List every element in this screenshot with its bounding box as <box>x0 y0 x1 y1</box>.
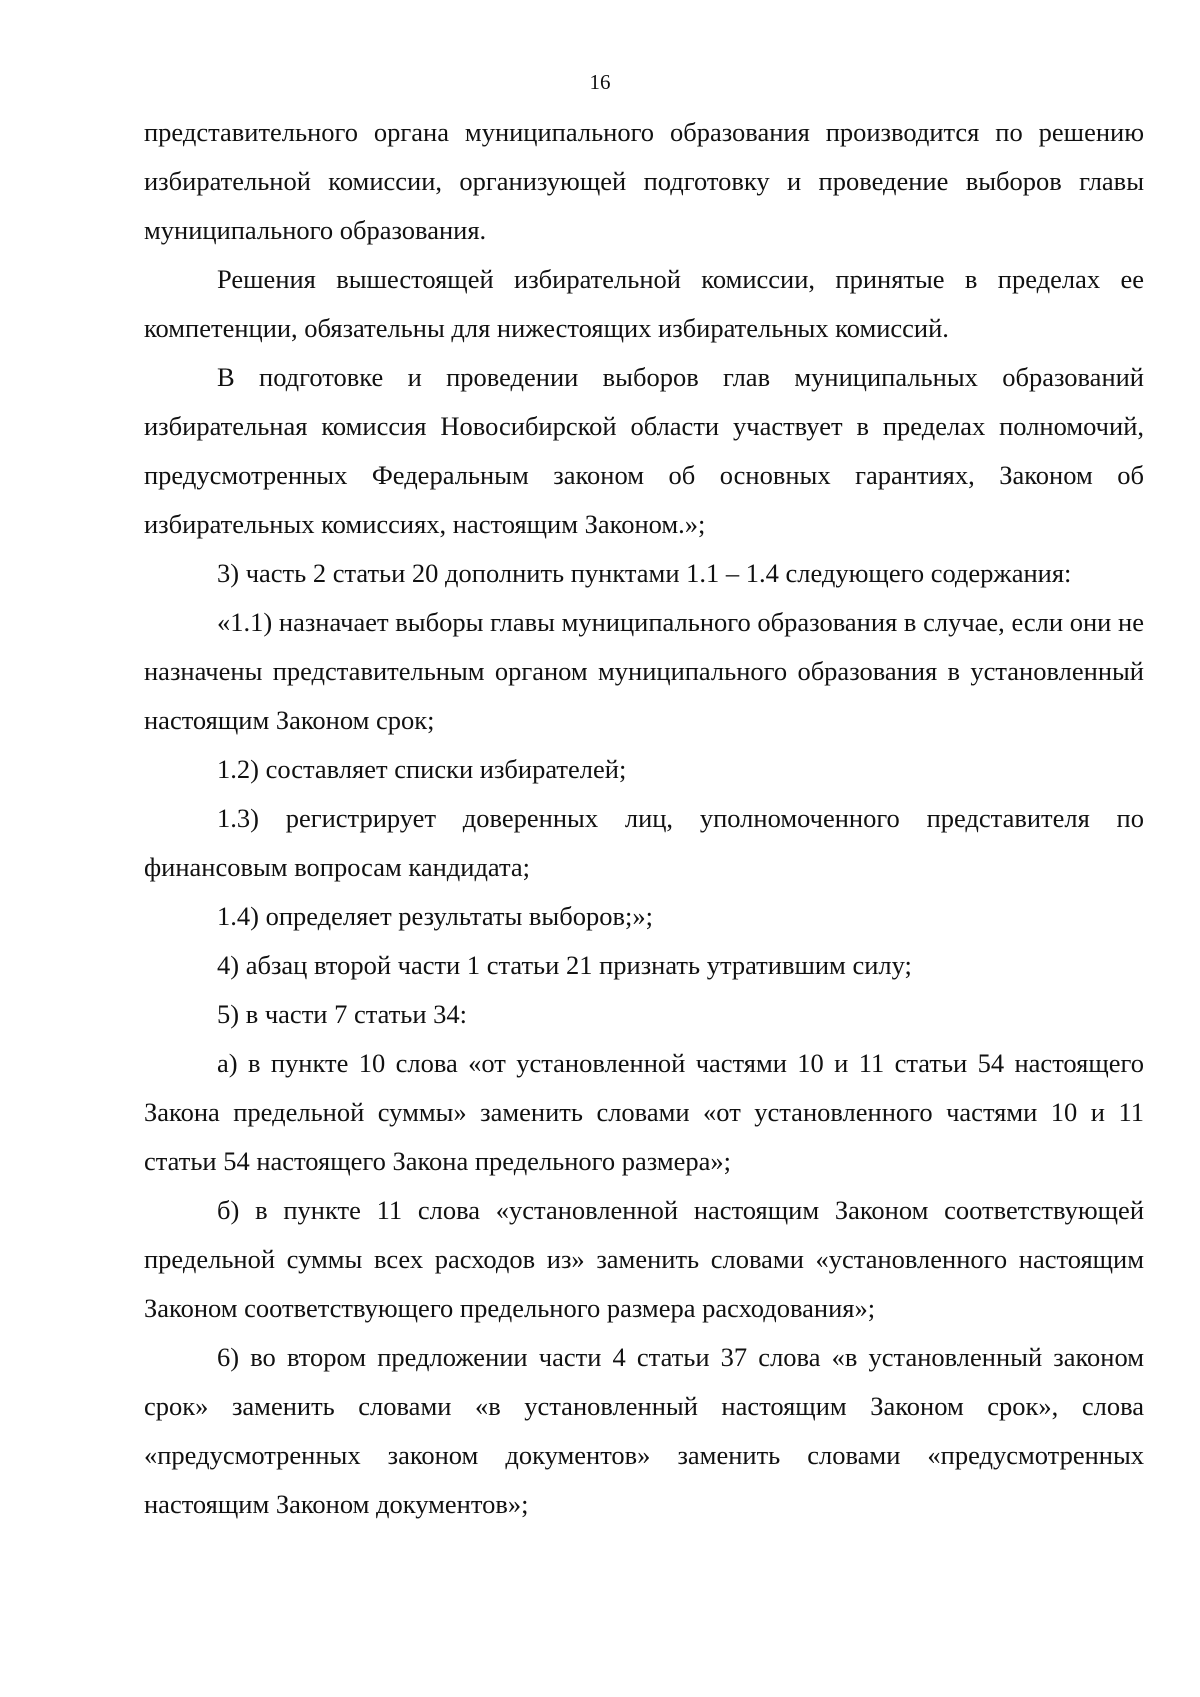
page-number: 16 <box>589 70 611 94</box>
paragraph-item-5-a: а) в пункте 10 слова «от установленной частями 10 и 11 статьи 54 настоящего Закона предельной суммы» заменить словами «от установленного частями 10 и 11 статьи 54 настоящего Закона предельного размера»; <box>144 1048 1144 1176</box>
document-body <box>144 108 1144 1529</box>
paragraph-decisions: Решения вышестоящей избирательной комиссии, принятые в пределах ее компетенции, обязательны для нижестоящих избирательных комиссий. <box>144 264 1144 343</box>
paragraph-item-1-3: 1.3) регистрирует доверенных лиц, уполномоченного представителя по финансовым вопросам кандидата; <box>144 803 1144 882</box>
paragraph-item-5: 5) в части 7 статьи 34: <box>217 999 468 1029</box>
paragraph-commission-participation: В подготовке и проведении выборов глав муниципальных образований избирательная комиссия Новосибирской области участвует в пределах полномочий, предусмотренных Федеральным законом об основных гарантиях, Законом об избирательных комиссиях, настоящим Законом.»; <box>144 362 1144 539</box>
paragraph-item-1-2: 1.2) составляет списки избирателей; <box>217 754 627 784</box>
paragraph-item-3: 3) часть 2 статьи 20 дополнить пунктами 1.1 – 1.4 следующего содержания: <box>217 558 1072 588</box>
paragraph-continuation: представительного органа муниципального образования производится по решению избирательной комиссии, организующей подготовку и проведение выборов главы муниципального образования. <box>144 117 1144 245</box>
paragraph-item-6: 6) во втором предложении части 4 статьи 37 слова «в установленный законом срок» заменить словами «в установленный настоящим Законом срок», слова «предусмотренных законом документов» заменить словами «предусмотренных настоящим Законом документов»; <box>144 1342 1144 1519</box>
paragraph-item-1-4: 1.4) определяет результаты выборов;»; <box>217 901 653 931</box>
paragraph-item-1-1: «1.1) назначает выборы главы муниципального образования в случае, если они не назначены представительным органом муниципального образования в установленный настоящим Законом срок; <box>144 607 1144 735</box>
paragraph-item-5-b: б) в пункте 11 слова «установленной настоящим Законом соответствующей предельной суммы всех расходов из» заменить словами «установленного настоящим Законом соответствующего предельного размера расходования»; <box>144 1195 1144 1323</box>
paragraph-item-4: 4) абзац второй части 1 статьи 21 признать утратившим силу; <box>217 950 912 980</box>
